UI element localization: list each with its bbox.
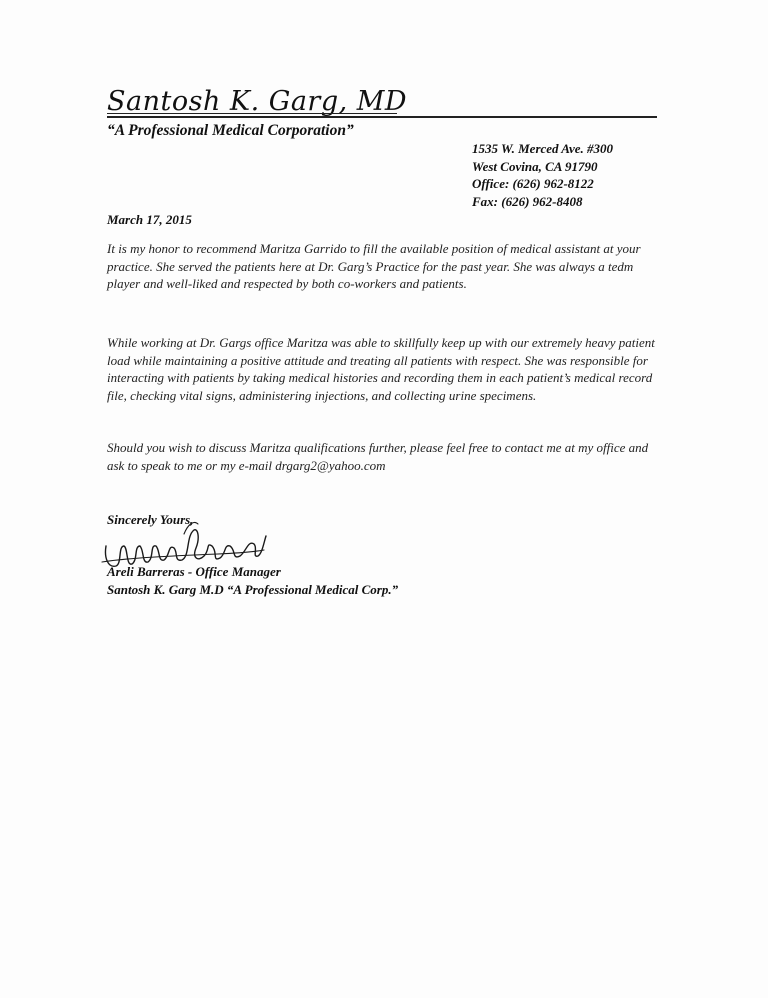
letterhead-tagline: “A Professional Medical Corporation” <box>107 122 354 139</box>
address-office-phone: Office: (626) 962-8122 <box>472 176 594 191</box>
letterhead-rule <box>107 116 657 118</box>
letterhead-name: Santosh K. Garg, MD <box>107 86 408 117</box>
address-street: 1535 W. Merced Ave. #300 <box>472 141 614 156</box>
address-city: West Covina, CA 91790 <box>472 158 598 174</box>
signer-organization: Santosh K. Garg M.D “A Professional Medical Corp.” <box>107 582 399 597</box>
signer-name-title: Areli Barreras - Office Manager <box>107 564 281 579</box>
letterhead-underline <box>107 113 397 114</box>
body-paragraph-1: It is my honor to recommend Maritza Garrido to fill the available position of medical assistant at your practice. She served the patients here at Dr. Garg’s Practice for the past year. She was always a tedm player and well-liked and respected by both co-workers and patients. <box>107 241 641 291</box>
address-block <box>472 140 613 210</box>
body-paragraph-3: Should you wish to discuss Maritza qualifications further, please feel free to contact me at my office and ask to speak to me or my e-mail drgarg2@yahoo.com <box>107 440 649 473</box>
address-fax: Fax: (626) 962-8408 <box>472 193 583 209</box>
letter-date: March 17, 2015 <box>107 212 192 227</box>
closing-salutation: Sincerely Yours, <box>107 512 194 527</box>
body-paragraph-2: While working at Dr. Gargs office Maritza was able to skillfully keep up with our extremely heavy patient load while maintaining a positive attitude and treating all patients with respect. She was responsible for interacting with patients by taking medical histories and recording them in each patient’s medical record file, checking vital signs, administering injections, and collecting urine specimens. <box>107 335 655 403</box>
